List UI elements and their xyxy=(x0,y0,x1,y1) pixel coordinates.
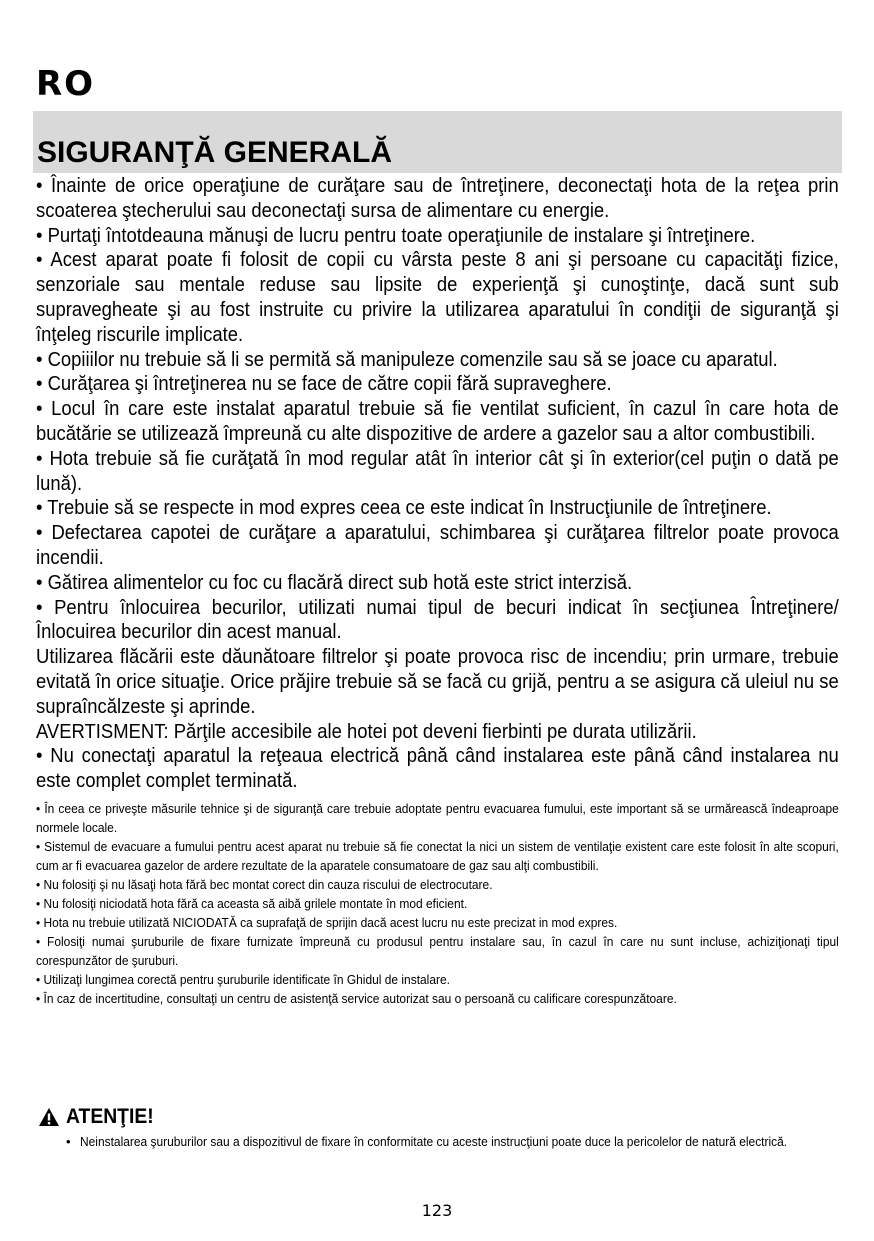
paragraph: • Defectarea capotei de curăţare a aparatului, schimbarea şi curăţarea filtrelor poate provoca incendii. xyxy=(36,521,839,569)
section-title: SIGURANŢĂ GENERALĂ xyxy=(37,136,393,169)
small-paragraph: • În caz de incertitudine, consultaţi un centru de asistenţă service autorizat sau o persoană cu calificare corespunzătoare. xyxy=(36,990,677,1006)
paragraph: • Hota trebuie să fie curăţată în mod regular atât în interior cât şi în exterior(cel puţin o dată pe lună). xyxy=(36,446,839,495)
safety-text xyxy=(36,174,839,1008)
section-title-bar xyxy=(33,111,842,173)
small-paragraph: • Sistemul de evacuare a fumului pentru acest aparat nu trebuie să fie conectat la nici un sistem de ventilaţie existent care este folosit în alte scopuri, cum ar fi evacuarea gazelor de ardere rezultate de la aparatele consumatoare de gaz sau alţi combustibili. xyxy=(36,838,839,873)
language-code: RO xyxy=(36,64,96,104)
warning-text: Neinstalarea şuruburilor sau a dispozitivul de fixare în conformitate cu aceste instrucţiuni poate duce la pericolelor de natură electrică. xyxy=(80,1134,788,1149)
paragraph: • Curăţarea şi întreţinerea nu se face de către copii fără supraveghere. xyxy=(36,372,612,396)
paragraph: • Locul în care este instalat aparatul trebuie să fie ventilat suficient, în cazul în care hota de bucătărie se utilizează împreună cu alte dispozitive de ardere a gazelor sau a altor combustibili. xyxy=(36,397,839,445)
warning-heading xyxy=(38,1104,161,1130)
paragraph: • Copiiilor nu trebuie să li se permită să manipuleze comenzile sau să se joace cu aparatul. xyxy=(36,347,778,371)
small-paragraph: • În ceea ce priveşte măsurile tehnice şi de siguranţă care trebuie adoptate pentru evacuarea fumului, este important să se urmărească îndeaproape normele locale. xyxy=(36,800,839,835)
warning-title: ATENŢIE! xyxy=(66,1105,154,1128)
warning-item xyxy=(66,1133,839,1151)
paragraph: • Acest aparat poate fi folosit de copii cu vârsta peste 8 ani şi persoane cu capacităţi fizice, senzoriale sau mentale reduse sau lipsite de experienţă şi cunoştinţe, dacă sunt sub supravegheate şi au fost instruite cu privire la utilizarea aparatului în condiţii de siguranţă şi înţeleg riscurile implicate. xyxy=(36,248,839,346)
bullet: • xyxy=(66,1134,71,1149)
additional-instructions xyxy=(36,799,839,1008)
paragraph: • Purtaţi întotdeauna mănuşi de lucru pentru toate operaţiunile de instalare şi întreţinere. xyxy=(36,223,756,247)
paragraph: • Nu conectaţi aparatul la reţeaua electrică până când instalarea este până când instalarea nu este complet complet terminată. xyxy=(36,744,839,793)
paragraph: • Gătirea alimentelor cu foc cu flacără direct sub hotă este strict interzisă. xyxy=(36,570,633,594)
paragraph: Utilizarea flăcării este dăunătoare filtrelor şi poate provoca risc de incendiu; prin urmare, trebuie evitată în orice situaţie. Orice prăjire trebuie să se facă cu grijă, pentru a se asigura că uleiul nu se supraîncălzeste şi aprinde. xyxy=(36,645,839,718)
paragraph: AVERTISMENT: Părţile accesibile ale hotei pot deveni fierbinti pe durata utilizării. xyxy=(36,719,697,743)
small-paragraph: • Hota nu trebuie utilizată NICIODATĂ ca suprafaţă de sprijin dacă acest lucru nu este precizat in mod expres. xyxy=(36,914,618,930)
page-number: 123 xyxy=(421,1201,453,1220)
paragraph: • Trebuie să se respecte in mod expres ceea ce este indicat în Instrucţiunile de întreţinere. xyxy=(36,496,772,520)
small-paragraph: • Utilizaţi lungimea corectă pentru şuruburile identificate în Ghidul de instalare. xyxy=(36,971,450,987)
small-paragraph: • Nu folosiţi şi nu lăsaţi hota fără bec montat corect din cauza riscului de electrocutare. xyxy=(36,876,493,892)
warning-triangle-icon xyxy=(38,1107,60,1127)
paragraph: • Înainte de orice operaţiune de curăţare sau de întreţinere, deconectaţi hota de la reţea prin scoaterea ştecherului sau deconectaţi sursa de alimentare cu energie. xyxy=(36,174,839,222)
paragraph: • Pentru înlocuirea becurilor, utilizati numai tipul de becuri indicat în secţiunea Întreţinere/Înlocuirea becurilor din acest manual. xyxy=(36,595,839,644)
small-paragraph: • Folosiţi numai şuruburile de fixare furnizate împreună cu produsul pentru instalare sau, în cazul în care nu sunt incluse, achiziţionaţi tipul corespunzător de şuruburi. xyxy=(36,933,839,968)
main-instructions xyxy=(36,174,839,794)
small-paragraph: • Nu folosiţi niciodată hota fără ca aceasta să aibă grilele montate în mod eficient. xyxy=(36,895,468,911)
